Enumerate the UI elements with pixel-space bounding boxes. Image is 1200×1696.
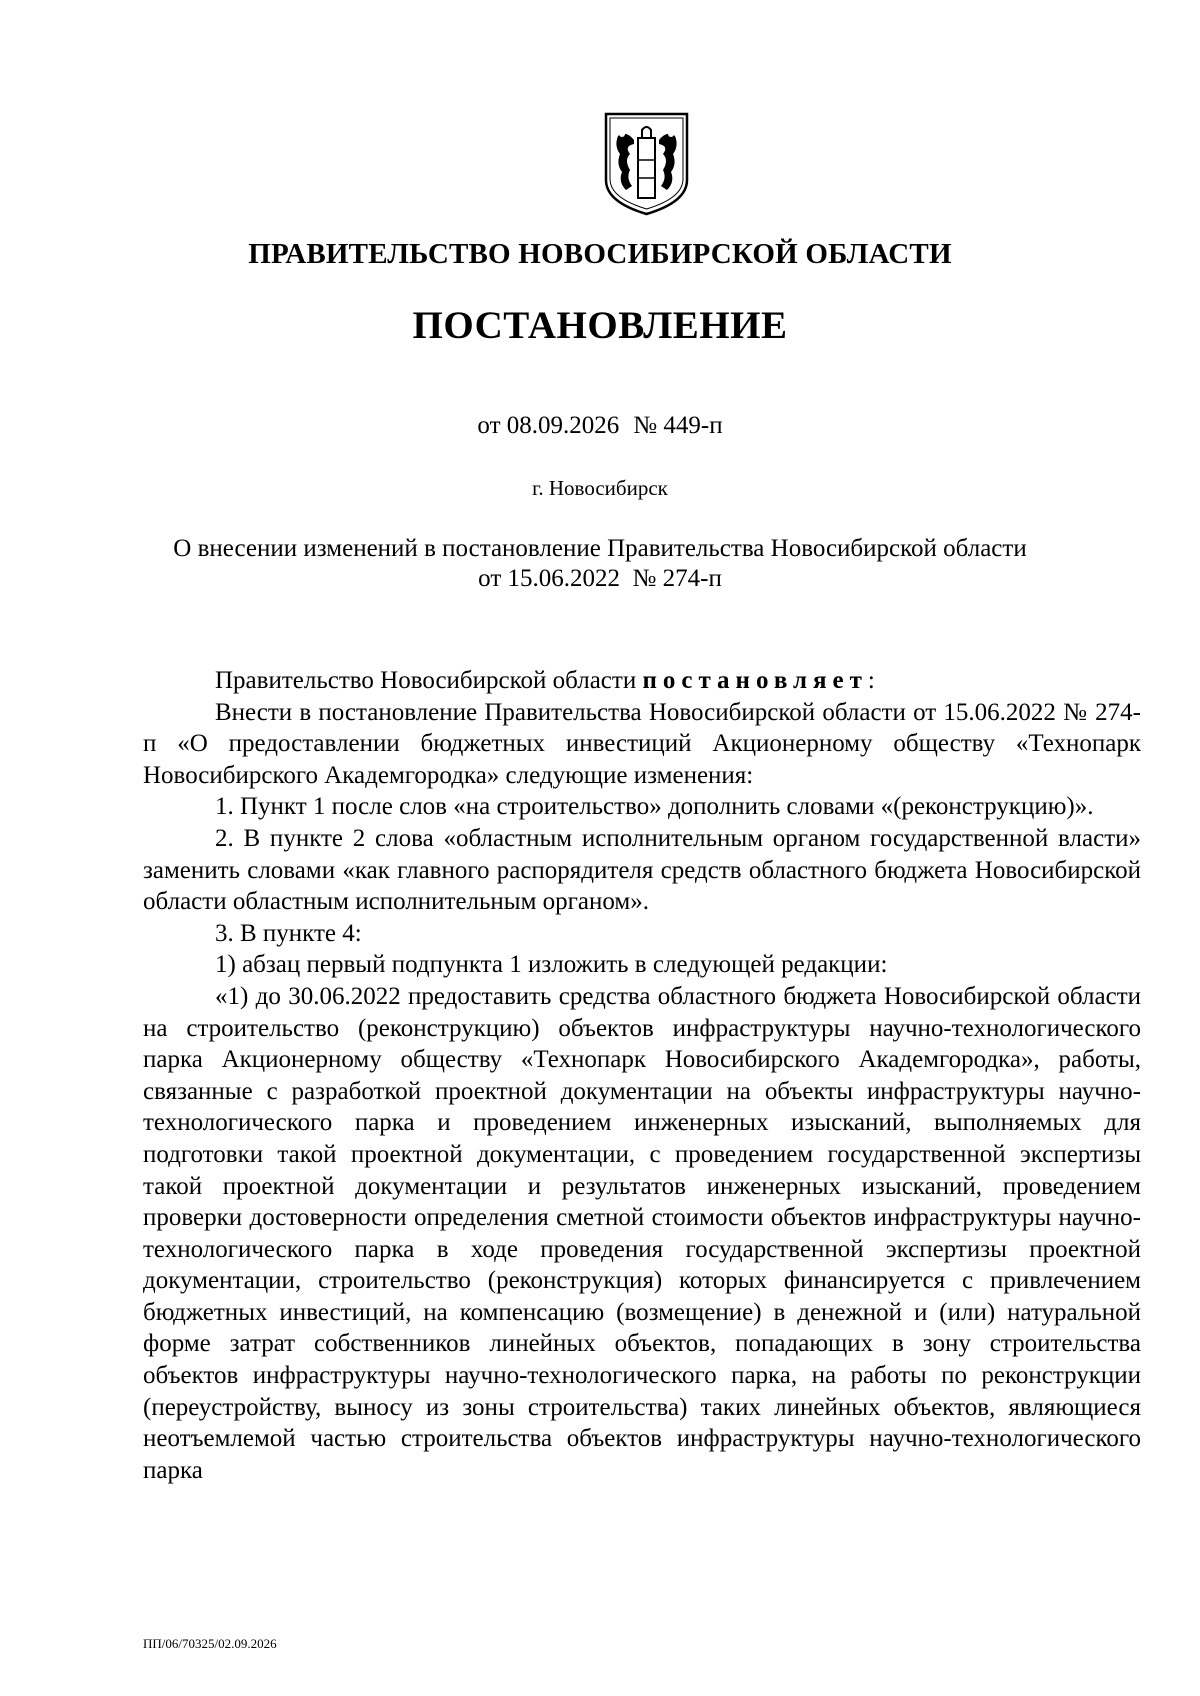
document-date: от 08.09.2026 (477, 412, 620, 439)
body-paragraph-3: 2. В пункте 2 слова «областным исполнительным органом государственной власти» заменить словами «как главного распорядителя средств областного бюджета Новосибирской области областным исполнительным органом». (143, 824, 1141, 916)
document-body (143, 665, 1141, 1486)
preamble-spaced-word: постановляет (642, 667, 868, 694)
preamble-text: Правительство Новосибирской области (215, 667, 643, 694)
document-footer-code: ПП/06/70325/02.09.2026 (143, 1636, 277, 1651)
document-number: № 449-п (633, 412, 723, 439)
body-paragraph-6: «1) до 30.06.2022 предоставить средства областного бюджета Новосибирской области на строительство (реконструкцию) объектов инфраструктуры научно-технологического парка Акционерному обществу «Технопарк Новосибирского Академгородка», работы, связанные с разработкой проектной документации на объекты инфраструктуры научно-технологического парка и проведением инженерных изысканий, выполняемых для подготовки такой проектной документации, с проведением государственной экспертизы такой проектной документации и результатов инженерных изысканий, проведением проверки достоверности определения сметной стоимости объектов инфраструктуры научно-технологического парка в ходе проведения государственной экспертизы проектной документации, строительство (реконструкция) которых финансируется с привлечением бюджетных инвестиций, на компенсацию (возмещение) в денежной и (или) натуральной форме затрат собственников линейных объектов, попадающих в зону строительства объектов инфраструктуры научно-технологического парка, на работы по реконструкции (переустройству, выносу из зоны строительства) таких линейных объектов, являющиеся неотъемлемой частью строительства объектов инфраструктуры научно-технологического парка (143, 982, 1141, 1484)
document-date-line (0, 412, 1200, 440)
document-type-title: ПОСТАНОВЛЕНИЕ (412, 304, 788, 347)
subject-line-1: О внесении изменений в постановление Правительства Новосибирской области (173, 535, 1027, 562)
body-paragraph-4: 3. В пункте 4: (215, 919, 362, 947)
coat-of-arms-icon (598, 110, 695, 216)
body-paragraph-5: 1) абзац первый подпункта 1 изложить в следующей редакции: (215, 951, 888, 979)
document-city: г. Новосибирск (532, 476, 668, 500)
body-paragraph-2: 1. Пункт 1 после слов «на строительство» дополнить словами «(реконструкцию)». (215, 793, 1094, 821)
subject-line-2: от 15.06.2022 № 274-п (478, 565, 722, 592)
document-subject (150, 534, 1050, 594)
organization-name: ПРАВИТЕЛЬСТВО НОВОСИБИРСКОЙ ОБЛАСТИ (248, 238, 952, 270)
body-paragraph-1: Внести в постановление Правительства Новосибирской области от 15.06.2022 № 274-п «О предоставлении бюджетных инвестиций Акционерному обществу «Технопарк Новосибирского Академгородка» следующие изменения: (143, 698, 1141, 789)
preamble-end: : (867, 667, 875, 694)
preamble-paragraph (143, 665, 1141, 697)
